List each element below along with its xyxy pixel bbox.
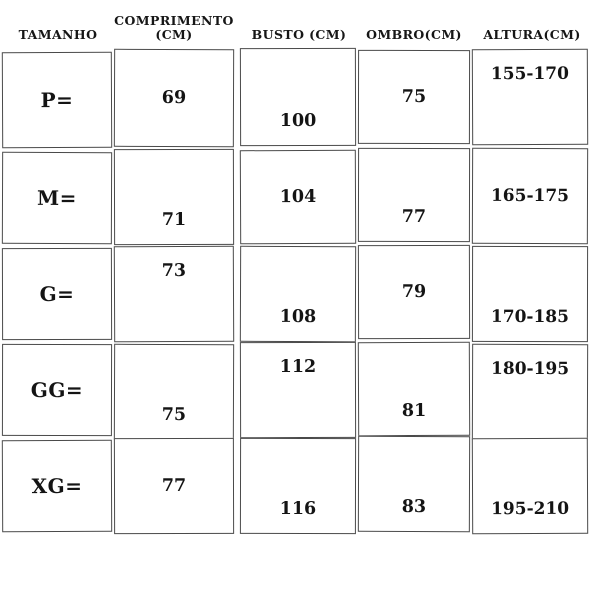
table-row: 195-210 <box>472 438 588 535</box>
table-row: 83 <box>358 436 470 532</box>
column-header-busto: BUSTO (CM) <box>251 27 347 42</box>
table-row: 108 <box>240 246 356 342</box>
table-row: 79 <box>358 245 470 339</box>
table-row: M= <box>2 152 112 244</box>
table-header-row <box>0 0 600 50</box>
table-row: G= <box>2 248 112 340</box>
table-row: 116 <box>240 438 356 534</box>
column-header-ombro: OMBRO(CM) <box>366 27 462 42</box>
table-row: 165-175 <box>472 148 588 244</box>
table-body <box>0 48 600 576</box>
column-header-comprimento: COMPRIMENTO (CM) <box>114 13 234 43</box>
table-row: 112 <box>240 342 356 438</box>
table-row: 104 <box>240 150 356 245</box>
column-header-tamanho: TAMANHO <box>18 27 98 42</box>
table-row: GG= <box>2 344 112 436</box>
table-row: 69 <box>114 49 234 147</box>
table-row: XG= <box>2 440 112 532</box>
table-row: 71 <box>114 149 234 245</box>
table-row: 75 <box>114 344 234 440</box>
table-row: P= <box>2 52 112 148</box>
table-row: 73 <box>114 246 234 343</box>
table-row: 180-195 <box>472 344 588 440</box>
table-row: 81 <box>358 342 470 436</box>
table-row: 77 <box>114 438 234 534</box>
table-row: 100 <box>240 48 356 146</box>
table-row: 155-170 <box>472 49 588 146</box>
table-row: 77 <box>358 148 470 242</box>
column-header-altura: ALTURA(CM) <box>483 27 581 42</box>
table-row: 170-185 <box>472 246 588 342</box>
table-row: 75 <box>358 50 470 144</box>
